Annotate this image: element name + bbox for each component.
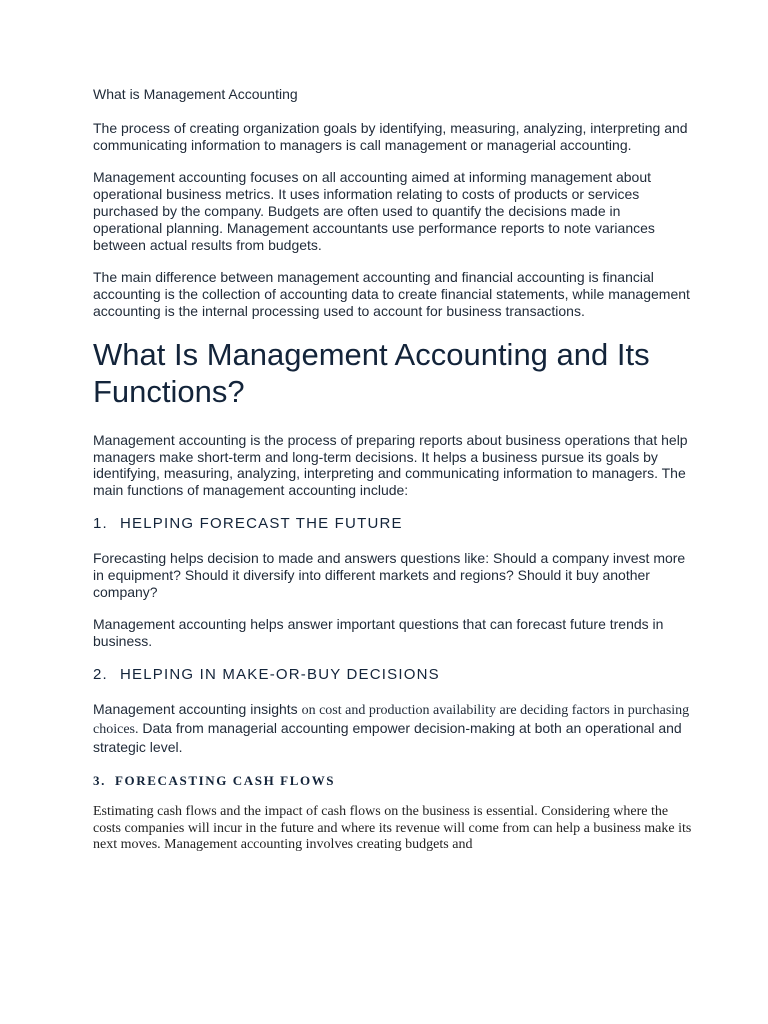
section-3-number: 3.: [93, 773, 106, 789]
section-1-number: 1.: [93, 514, 108, 532]
section-2-paragraph-tail: Data from managerial accounting empower decision-making at both an operational and strategic level.: [93, 719, 682, 755]
section-3-paragraph: Estimating cash flows and the impact of cash flows on the business is essential. Considering where the costs companies will incur in the future and where its revenue will come from can help a business make its next moves. Management accounting involves creating budgets and: [93, 804, 692, 852]
functions-intro-paragraph: Management accounting is the process of preparing reports about business operations that help managers make short-term and long-term decisions. It helps a business pursue its goals by identifying, measuring, analyzing, interpreting and communicating information to managers. The main functions of management accounting include:: [93, 431, 688, 499]
main-heading: What Is Management Accounting and Its Functions?: [93, 336, 650, 409]
section-2-number: 2.: [93, 665, 108, 683]
section-2-paragraph-middle: on cost and production availability are deciding factors in purchasing choices.: [93, 702, 690, 737]
section-3-title: FORECASTING CASH FLOWS: [115, 773, 336, 789]
section-2-title: HELPING IN MAKE-OR-BUY DECISIONS: [120, 665, 440, 683]
section-2-paragraph-lead: Management accounting insights: [93, 700, 302, 717]
intro-paragraph-1: The process of creating organization goals by identifying, measuring, analyzing, interpreting and communicating information to managers is call management or managerial accounting.: [93, 119, 688, 153]
section-3-heading: [93, 773, 693, 789]
intro-paragraph-2: Management accounting focuses on all accounting aimed at informing management about operational business metrics. It uses information relating to costs of products or services purchased by the company. Budgets are often used to quantify the decisions made in operational planning. Management accountants use performance reports to note variances between actual results from budgets.: [93, 169, 655, 253]
document-title: What is Management Accounting: [93, 86, 298, 102]
section-1-paragraph-2: Management accounting helps answer important questions that can forecast future trends in business.: [93, 616, 664, 650]
section-2-heading: [93, 666, 693, 684]
section-2-paragraph: [93, 701, 693, 757]
intro-paragraph-3: The main difference between management accounting and financial accounting is financial accounting is the collection of accounting data to create financial statements, while management accounting is the internal processing used to account for business transactions.: [93, 269, 690, 319]
section-1-heading: [93, 515, 693, 533]
document-page: [93, 86, 693, 869]
section-1-title: HELPING FORECAST THE FUTURE: [120, 514, 403, 532]
section-1-paragraph-1: Forecasting helps decision to made and answers questions like: Should a company invest more in equipment? Should it diversify into different markets and regions? Should it buy another company?: [93, 549, 686, 600]
